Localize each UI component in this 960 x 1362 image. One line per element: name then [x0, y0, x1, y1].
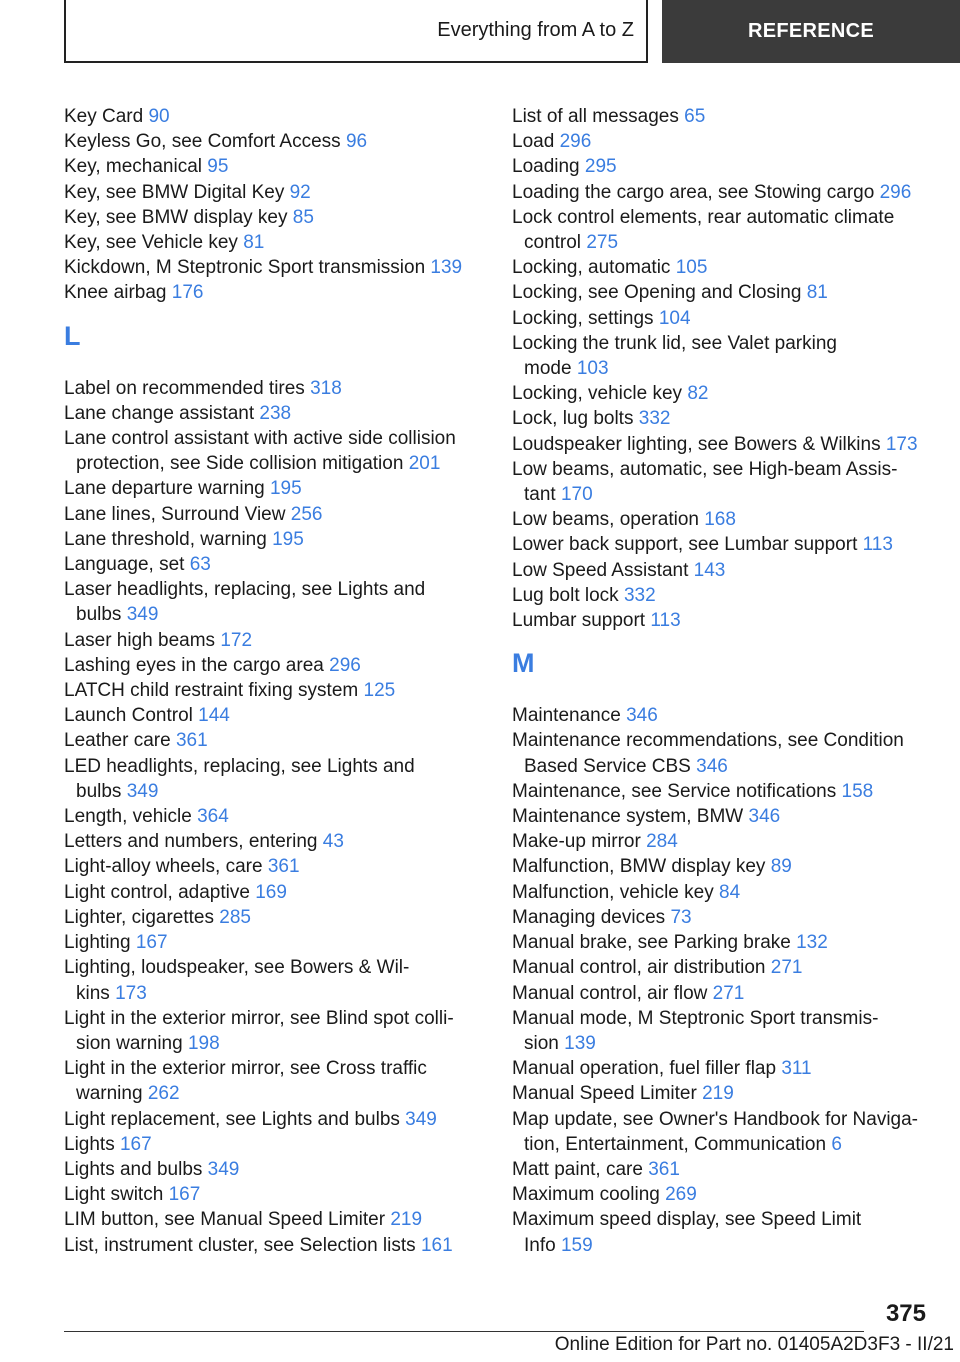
- index-entry: [512, 280, 942, 305]
- index-entry-text-continued: bulbs: [76, 604, 122, 626]
- index-entry-text: Manual control, air flow: [512, 982, 708, 1004]
- index-entry-text: Lane lines, Surround View: [64, 503, 286, 525]
- index-entry-text-continued: Info: [524, 1234, 556, 1256]
- index-page-link[interactable]: 285: [219, 906, 251, 928]
- index-entry: [64, 1182, 484, 1207]
- index-entry: [64, 154, 484, 179]
- index-entry-text: Maintenance: [512, 705, 621, 727]
- index-entry-text: Manual control, air distribution: [512, 957, 766, 979]
- index-page-link[interactable]: 172: [220, 629, 253, 651]
- index-page-link[interactable]: 168: [704, 509, 736, 531]
- index-entry: [64, 577, 484, 627]
- index-entry: [64, 129, 484, 154]
- index-page-link[interactable]: 95: [207, 156, 229, 178]
- index-entry: [512, 854, 942, 879]
- index-entry-text: Maximum cooling: [512, 1184, 660, 1206]
- index-page-link[interactable]: 170: [560, 484, 593, 506]
- footer-divider: [64, 1331, 864, 1332]
- index-entry: [512, 331, 942, 381]
- index-page-link[interactable]: 103: [576, 358, 609, 380]
- index-entry-text: Locking, vehicle key: [512, 383, 683, 405]
- index-page-link[interactable]: 173: [885, 433, 918, 455]
- index-entry: [512, 905, 942, 930]
- index-page-link[interactable]: 158: [841, 780, 874, 802]
- running-header: [64, 0, 648, 63]
- index-entry: [512, 432, 942, 457]
- index-entry: [64, 255, 484, 280]
- index-entry: [512, 1107, 942, 1157]
- index-page-link[interactable]: 349: [126, 604, 159, 626]
- index-page-link[interactable]: 81: [243, 232, 265, 254]
- index-entry-text: Load: [512, 131, 555, 153]
- index-letter-heading: L: [64, 320, 81, 351]
- index-letter-heading: M: [512, 648, 535, 679]
- index-entry-text: Lighting, loudspeaker, see Bowers & Wil-: [64, 957, 410, 979]
- index-entry-text: Lane control assistant with active side collision: [64, 428, 456, 450]
- index-page-link[interactable]: 238: [259, 402, 292, 424]
- page-number: 375: [885, 1300, 926, 1327]
- index-column-left: [64, 104, 484, 1258]
- index-page-link[interactable]: 271: [712, 982, 745, 1004]
- index-page-link[interactable]: 167: [168, 1184, 201, 1206]
- index-entry: [64, 703, 484, 728]
- index-entry-text: Lock, lug bolts: [512, 408, 634, 430]
- index-entry-text: Maintenance system, BMW: [512, 806, 744, 828]
- index-entry-text: List of all messages: [512, 106, 679, 127]
- index-entry-text: Key, see Vehicle key: [64, 232, 238, 254]
- index-entry-text: Lane change assistant: [64, 402, 255, 424]
- index-entry-text: Light control, adaptive: [64, 881, 250, 903]
- index-entry-text: Leather care: [64, 730, 171, 752]
- index-page-link[interactable]: 349: [207, 1158, 240, 1180]
- index-entry-text: Loading the cargo area, see Stowing cargo: [512, 181, 875, 203]
- footer-edition: Online Edition for Part no. 01405A2D3F3 - II/21: [554, 1334, 954, 1355]
- index-entry-text-continued: Based Service CBS: [524, 755, 691, 777]
- index-entry-text: Loudspeaker lighting, see Bowers & Wilkins: [512, 433, 881, 455]
- index-page-link[interactable]: 96: [345, 131, 368, 153]
- index-entry: [64, 280, 484, 305]
- index-entry: [512, 955, 942, 980]
- index-entry-text: LED headlights, replacing, see Lights and: [64, 755, 415, 777]
- index-entry: [64, 728, 484, 753]
- index-entry-text: LATCH child restraint fixing system: [64, 680, 359, 702]
- index-page-link[interactable]: 332: [623, 584, 656, 606]
- index-page-link[interactable]: 6: [831, 1133, 842, 1155]
- index-entry-text: Light in the exterior mirror, see Cross traffic: [64, 1058, 427, 1080]
- index-page-link[interactable]: 159: [560, 1234, 593, 1256]
- index-entry: [64, 678, 484, 703]
- index-entry: [512, 154, 942, 179]
- index-entry-text: Label on recommended tires: [64, 377, 305, 399]
- index-page-link[interactable]: 73: [670, 906, 692, 928]
- index-entry-text-continued: protection, see Side collision mitigation: [76, 453, 404, 475]
- index-entry: [64, 552, 484, 577]
- index-entry-text: Lock control elements, rear automatic climate: [512, 206, 895, 228]
- index-page-link[interactable]: 296: [879, 181, 912, 203]
- index-entry: [512, 608, 942, 633]
- index-entry-text: Low beams, automatic, see High-beam Assis-: [512, 458, 898, 480]
- index-entry: [512, 1006, 942, 1056]
- index-entry: [64, 104, 484, 129]
- index-page-link[interactable]: 346: [748, 806, 781, 828]
- index-entry-text: Lashing eyes in the cargo area: [64, 654, 324, 676]
- index-entry: [512, 558, 942, 583]
- index-entry-text: Loading: [512, 156, 580, 178]
- index-entry: [64, 905, 484, 930]
- index-entry-text: Light switch: [64, 1184, 164, 1206]
- index-page-link[interactable]: 125: [363, 680, 396, 702]
- index-entry-text: Key, mechanical: [64, 156, 202, 178]
- index-entry-text-continued: mode: [524, 358, 572, 380]
- index-entry-text: Maintenance recommendations, see Condition: [512, 730, 904, 752]
- index-entry-text: Locking, settings: [512, 307, 654, 329]
- index-entry-text: Matt paint, care: [512, 1158, 643, 1180]
- index-entry-text: Letters and numbers, entering: [64, 831, 318, 853]
- index-entry-text: List, instrument cluster, see Selection lists: [64, 1234, 416, 1256]
- index-entry-text: Map update, see Owner's Handbook for Naviga-: [512, 1108, 919, 1130]
- index-page-link[interactable]: 198: [187, 1032, 220, 1054]
- index-entry: [64, 1233, 484, 1258]
- index-page-link[interactable]: 271: [770, 957, 803, 979]
- index-entry: [512, 406, 942, 431]
- index-entry-text: Manual mode, M Steptronic Sport transmis-: [512, 1007, 879, 1029]
- index-entry: [64, 230, 484, 255]
- index-entry-text: Locking, automatic: [512, 257, 671, 279]
- index-page-link[interactable]: 143: [693, 559, 726, 581]
- index-page-link[interactable]: 256: [290, 503, 323, 525]
- index-entry-text: Knee airbag: [64, 282, 167, 304]
- index-page-link[interactable]: 167: [119, 1133, 152, 1155]
- index-entry: [512, 880, 942, 905]
- index-page-link[interactable]: 195: [272, 528, 304, 550]
- index-entry-text: Lug bolt lock: [512, 584, 619, 606]
- index-entry-text: Manual Speed Limiter: [512, 1083, 697, 1105]
- index-page-link[interactable]: 90: [148, 106, 170, 127]
- index-entry: [512, 829, 942, 854]
- chapter-tab: [662, 0, 960, 63]
- index-entry: [64, 628, 484, 653]
- index-entry: [512, 930, 942, 955]
- index-entry: [64, 205, 484, 230]
- index-entry-text: Maximum speed display, see Speed Limit: [512, 1209, 862, 1231]
- index-entry-text-continued: sion: [524, 1032, 559, 1054]
- index-entry-text: Keyless Go, see Comfort Access: [64, 131, 341, 153]
- index-page-link[interactable]: 219: [390, 1209, 423, 1231]
- index-entry-text: Malfunction, vehicle key: [512, 881, 714, 903]
- index-page-link[interactable]: 284: [646, 831, 678, 853]
- index-entry-text: Low beams, operation: [512, 509, 699, 531]
- index-entry-text: Lights and bulbs: [64, 1158, 203, 1180]
- index-entry-text: Laser high beams: [64, 629, 216, 651]
- index-entry: [64, 754, 484, 804]
- index-entry-text: Lights: [64, 1133, 115, 1155]
- index-page-link[interactable]: 113: [650, 610, 681, 632]
- index-entry: [64, 527, 484, 552]
- index-page-link[interactable]: 104: [658, 307, 691, 329]
- index-page-link[interactable]: 82: [687, 383, 709, 405]
- index-page-link[interactable]: 346: [626, 705, 658, 727]
- index-entry: [64, 476, 484, 501]
- index-entry-text: Language, set: [64, 554, 185, 576]
- index-entry: [512, 1081, 942, 1106]
- index-entry: [512, 703, 942, 728]
- index-entry-text: Key Card: [64, 106, 144, 127]
- index-entry-text: Locking the trunk lid, see Valet parking: [512, 332, 837, 354]
- index-entry-text: Laser headlights, replacing, see Lights and: [64, 579, 426, 601]
- index-entry: [512, 1182, 942, 1207]
- index-entry-text: Length, vehicle: [64, 806, 192, 828]
- index-entry-text: Maintenance, see Service notifications: [512, 780, 837, 802]
- index-page-link[interactable]: 85: [292, 206, 314, 228]
- index-entry: [512, 1056, 942, 1081]
- index-entry-text: Key, see BMW Digital Key: [64, 181, 285, 203]
- index-entry-text-continued: warning: [76, 1083, 143, 1105]
- index-entry-text: Kickdown, M Steptronic Sport transmission: [64, 257, 426, 279]
- index-page-link[interactable]: 349: [405, 1108, 437, 1130]
- index-entry: [64, 1132, 484, 1157]
- index-entry-text: Light in the exterior mirror, see Blind spot colli-: [64, 1007, 454, 1029]
- index-page-link[interactable]: 296: [559, 131, 592, 153]
- index-entry: [64, 1107, 484, 1132]
- index-page-link[interactable]: 361: [648, 1158, 680, 1180]
- index-entry-text-continued: kins: [76, 982, 110, 1004]
- index-page-link[interactable]: 65: [684, 106, 706, 127]
- index-entry: [512, 180, 942, 205]
- index-entry-text: Launch Control: [64, 705, 193, 727]
- index-entry-text: Key, see BMW display key: [64, 206, 288, 228]
- index-entry: [512, 779, 942, 804]
- index-entry: [64, 930, 484, 955]
- index-entry: [512, 728, 942, 778]
- index-entry-text: Low Speed Assistant: [512, 559, 689, 581]
- index-page-link[interactable]: 173: [115, 982, 147, 1004]
- index-page-link[interactable]: 139: [564, 1032, 596, 1054]
- index-entry: [512, 205, 942, 255]
- index-entry: [64, 1157, 484, 1182]
- index-entry: [512, 306, 942, 331]
- index-entry-text: Managing devices: [512, 906, 666, 928]
- index-page-link[interactable]: 295: [584, 156, 617, 178]
- index-page-link[interactable]: 195: [269, 478, 302, 500]
- index-page-link[interactable]: 262: [147, 1083, 180, 1105]
- index-entry: [64, 180, 484, 205]
- index-page-link[interactable]: 346: [696, 755, 728, 777]
- index-page-link[interactable]: 361: [175, 730, 208, 752]
- index-entry: [64, 376, 484, 401]
- index-page-link[interactable]: 269: [665, 1184, 697, 1206]
- index-entry: [64, 955, 484, 1005]
- index-entry-text: Manual operation, fuel filler flap: [512, 1058, 777, 1080]
- index-entry: [512, 381, 942, 406]
- index-entry-text: Lighting: [64, 932, 131, 954]
- index-page-link[interactable]: 364: [197, 806, 229, 828]
- index-page-link[interactable]: 296: [329, 654, 361, 676]
- index-entry-text: Lumbar support: [512, 610, 646, 632]
- index-page-link[interactable]: 332: [638, 408, 671, 430]
- index-page-link[interactable]: 167: [135, 932, 168, 954]
- index-page-link[interactable]: 349: [126, 780, 159, 802]
- index-entry: [512, 457, 942, 507]
- index-page-link[interactable]: 113: [862, 534, 893, 556]
- index-page-link[interactable]: 139: [430, 257, 463, 279]
- index-entry: [64, 880, 484, 905]
- index-entry-text-continued: tant: [524, 484, 556, 506]
- index-page-link[interactable]: 311: [781, 1058, 812, 1080]
- index-entry-text: Malfunction, BMW display key: [512, 856, 766, 878]
- index-entry: [512, 532, 942, 557]
- index-page-link[interactable]: 161: [420, 1234, 453, 1256]
- index-page-link[interactable]: 43: [322, 831, 344, 853]
- index-entry: [512, 255, 942, 280]
- index-page-link[interactable]: 169: [255, 881, 287, 903]
- index-entry: [512, 507, 942, 532]
- index-entry-text-continued: control: [524, 232, 582, 254]
- index-entry: [512, 129, 942, 154]
- index-page-link[interactable]: 89: [770, 856, 792, 878]
- index-page-link[interactable]: 81: [806, 282, 828, 304]
- index-entry-text: Make-up mirror: [512, 831, 641, 853]
- section-title: Everything from A to Z: [437, 19, 634, 41]
- index-page-link[interactable]: 318: [310, 377, 342, 399]
- index-entry: [512, 804, 942, 829]
- index-entry-text: Lower back support, see Lumbar support: [512, 534, 858, 556]
- index-entry-text: Locking, see Opening and Closing: [512, 282, 802, 304]
- index-entry: [512, 1207, 942, 1257]
- index-entry: [64, 854, 484, 879]
- index-page-link[interactable]: 176: [171, 282, 204, 304]
- index-entry-text-continued: bulbs: [76, 780, 122, 802]
- chapter-title: REFERENCE: [747, 20, 875, 42]
- index-entry: [512, 104, 942, 129]
- index-entry-text: Light replacement, see Lights and bulbs: [64, 1108, 400, 1130]
- index-entry: [64, 1207, 484, 1232]
- index-entry: [64, 502, 484, 527]
- index-entry-text: Lighter, cigarettes: [64, 906, 214, 928]
- index-page-link[interactable]: 132: [796, 932, 828, 954]
- index-entry-text: Lane threshold, warning: [64, 528, 267, 550]
- index-entry-text: Manual brake, see Parking brake: [512, 932, 791, 954]
- index-column-right: [512, 104, 942, 1258]
- index-entry-text-continued: tion, Entertainment, Communication: [524, 1133, 827, 1155]
- index-page-link[interactable]: 84: [719, 881, 741, 903]
- index-entry: [64, 804, 484, 829]
- index-page-link[interactable]: 201: [408, 453, 441, 475]
- index-page-link[interactable]: 92: [289, 181, 311, 203]
- index-page-link[interactable]: 105: [675, 257, 708, 279]
- index-entry: [64, 1006, 484, 1056]
- index-entry-text: Lane departure warning: [64, 478, 265, 500]
- index-entry: [64, 653, 484, 678]
- index-entry: [64, 829, 484, 854]
- index-entry: [64, 426, 484, 476]
- index-entry-text: LIM button, see Manual Speed Limiter: [64, 1209, 386, 1231]
- index-entry: [512, 583, 942, 608]
- index-entry-text: Light-alloy wheels, care: [64, 856, 263, 878]
- index-entry-text-continued: sion warning: [76, 1032, 183, 1054]
- index-entry: [64, 401, 484, 426]
- index-page-link[interactable]: 63: [189, 554, 211, 576]
- index-entry: [512, 981, 942, 1006]
- index-page-link[interactable]: 219: [702, 1083, 734, 1105]
- index-entry: [512, 1157, 942, 1182]
- index-page-link[interactable]: 275: [586, 232, 619, 254]
- index-page-link[interactable]: 361: [267, 856, 300, 878]
- index-page-link[interactable]: 144: [198, 705, 230, 727]
- index-entry: [64, 1056, 484, 1106]
